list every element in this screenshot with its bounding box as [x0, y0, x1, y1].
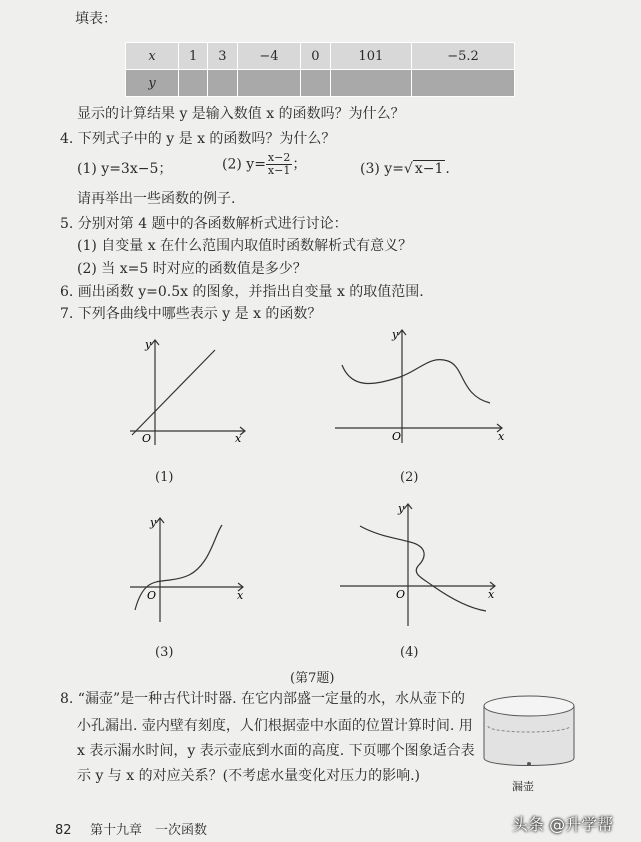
graph-4-caption: (4) [400, 645, 419, 660]
q4-item-3-radicand: x−1 [414, 161, 444, 177]
table-cell-x: −5.2 [412, 43, 515, 70]
table-cell-x: 101 [330, 43, 412, 70]
table-header-x: x [126, 43, 179, 70]
graph-2-curve [342, 360, 490, 403]
q4-item-3 [360, 160, 450, 178]
q8-line-4: 示 y 与 x 的对应关系？(不考虑水量变化对压力的影响.) [77, 768, 420, 784]
table-cell-y [179, 70, 208, 97]
q5-stem: 5. 分别对第 4 题中的各函数解析式进行讨论： [60, 216, 348, 232]
graph-1-curve [132, 350, 215, 435]
drain-hole [528, 763, 531, 766]
table-cell-x: 0 [301, 43, 330, 70]
q4-item-3-prefix: (3) y=√ [360, 161, 413, 177]
q4-item-3-suffix: . [445, 161, 450, 177]
vessel-rim [484, 696, 574, 716]
q6-text: 6. 画出函数 y=0.5x 的图象，并指出自变量 x 的取值范围. [60, 284, 424, 300]
x-axis-label: x [235, 432, 242, 445]
graph-2-caption: (2) [400, 470, 419, 485]
q8-line-3: x 表示漏水时间，y 表示壶底到水面的高度. 下页哪个图象适合表 [77, 743, 475, 759]
origin-label: O [396, 588, 406, 601]
graph-4-curve [360, 526, 486, 611]
q4-item-2 [222, 152, 306, 177]
origin-label: O [147, 589, 157, 602]
x-axis-label: x [237, 589, 244, 602]
y-axis-label: y [145, 338, 152, 351]
q5-sub-1: (1) 自变量 x 在什么范围内取值时函数解析式有意义？ [77, 238, 413, 254]
page-number: 82 [55, 823, 72, 838]
q7-stem: 7. 下列各曲线中哪些表示 y 是 x 的函数？ [60, 306, 322, 322]
graph-3 [125, 510, 255, 630]
origin-label: O [142, 432, 152, 445]
table-cell-y [208, 70, 237, 97]
fraction-denominator: x−1 [267, 164, 291, 177]
q8-line-2: 小孔漏出. 壶内壁有刻度，人们根据壶中水面的位置计算时间. 用 [77, 718, 473, 734]
graph-4 [338, 498, 503, 630]
table-header-y: y [126, 70, 179, 97]
q5-sub-2: (2) 当 x=5 时对应的函数值是多少？ [77, 261, 307, 277]
fraction-numerator: x−2 [267, 151, 291, 164]
q4-item-2-prefix: (2) y= [222, 156, 266, 173]
table-cell-y [330, 70, 412, 97]
graph-1-caption: (1) [155, 470, 174, 485]
origin-label: O [392, 430, 402, 443]
chapter-title: 第十九章 一次函数 [90, 823, 208, 838]
watermark: 头条 @升学帮 [512, 815, 614, 834]
y-axis-label: y [150, 516, 157, 529]
q4-item-2-suffix: ； [292, 156, 307, 173]
table-row-y [126, 70, 515, 97]
table-cell-x: 1 [179, 43, 208, 70]
table-cell-y [301, 70, 330, 97]
value-table [125, 42, 515, 97]
table-cell-x: −4 [237, 43, 301, 70]
q8-line-1: 8. “漏壶”是一种古代计时器. 在它内部盛一定量的水，水从壶下的 [60, 691, 466, 707]
graph-2 [330, 325, 510, 450]
graph-3-caption: (3) [155, 645, 174, 660]
q4-item-2-fraction [266, 152, 292, 177]
x-axis-label: x [488, 588, 495, 601]
x-axis-label: x [498, 430, 505, 443]
q4-stem: 4. 下列式子中的 y 是 x 的函数吗？为什么？ [60, 131, 336, 147]
table-cell-y [237, 70, 301, 97]
table-row-x [126, 43, 515, 70]
y-axis-label: y [398, 502, 405, 515]
y-axis-label: y [392, 328, 399, 341]
q4-item-1: (1) y=3x−5； [77, 161, 173, 177]
water-clock-label: 漏壶 [512, 780, 534, 793]
fill-table-title: 填表： [75, 11, 117, 27]
q3-tail-text: 显示的计算结果 y 是输入数值 x 的函数吗？为什么？ [77, 106, 405, 122]
table-cell-x: 3 [208, 43, 237, 70]
figure-caption: (第7题) [290, 671, 335, 686]
table-cell-y [412, 70, 515, 97]
graph-1 [120, 330, 260, 450]
water-clock-illustration [478, 690, 580, 772]
q4-followup: 请再举出一些函数的例子. [77, 191, 236, 207]
